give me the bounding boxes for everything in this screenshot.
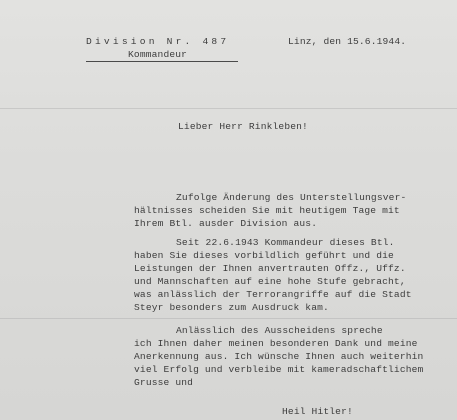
body-line: Grusse und <box>134 377 194 388</box>
body-line: Seit 22.6.1943 Kommandeur dieses Btl. <box>176 237 395 248</box>
body-line: Anerkennung aus. Ich wünsche Ihnen auch weiterhin <box>134 351 424 362</box>
closing: Heil Hitler! <box>282 406 353 417</box>
body-line: Leistungen der Ihnen anvertrauten Offz., Uffz. <box>134 263 406 274</box>
header-underline <box>86 61 238 62</box>
commander-title: Kommandeur <box>128 49 188 60</box>
body-line: Zufolge Änderung des Unterstellungsver- <box>176 192 407 203</box>
body-line: hältnisses scheiden Sie mit heutigem Tage mit <box>134 205 400 216</box>
paper-fold <box>0 108 457 109</box>
body-line: haben Sie dieses vorbildlich geführt und die <box>134 250 394 261</box>
body-line: Steyr besonders zum Ausdruck kam. <box>134 302 329 313</box>
division-line: Division Nr. 487 <box>86 36 230 47</box>
paper-fold <box>0 318 457 319</box>
body-line: und Mannschaften auf eine hohe Stufe gebracht, <box>134 276 406 287</box>
body-line: Anlässlich des Ausscheidens spreche <box>176 325 383 336</box>
body-line: viel Erfolg und verbleibe mit kameradschaftlichem <box>134 364 424 375</box>
body-line: ich Ihnen daher meinen besonderen Dank und meine <box>134 338 418 349</box>
body-line: was anlässlich der Terrorangriffe auf die Stadt <box>134 289 412 300</box>
body-line: Ihrem Btl. ausder Division aus. <box>134 218 318 229</box>
place-date: Linz, den 15.6.1944. <box>288 36 407 47</box>
salutation: Lieber Herr Rinkleben! <box>178 121 308 132</box>
